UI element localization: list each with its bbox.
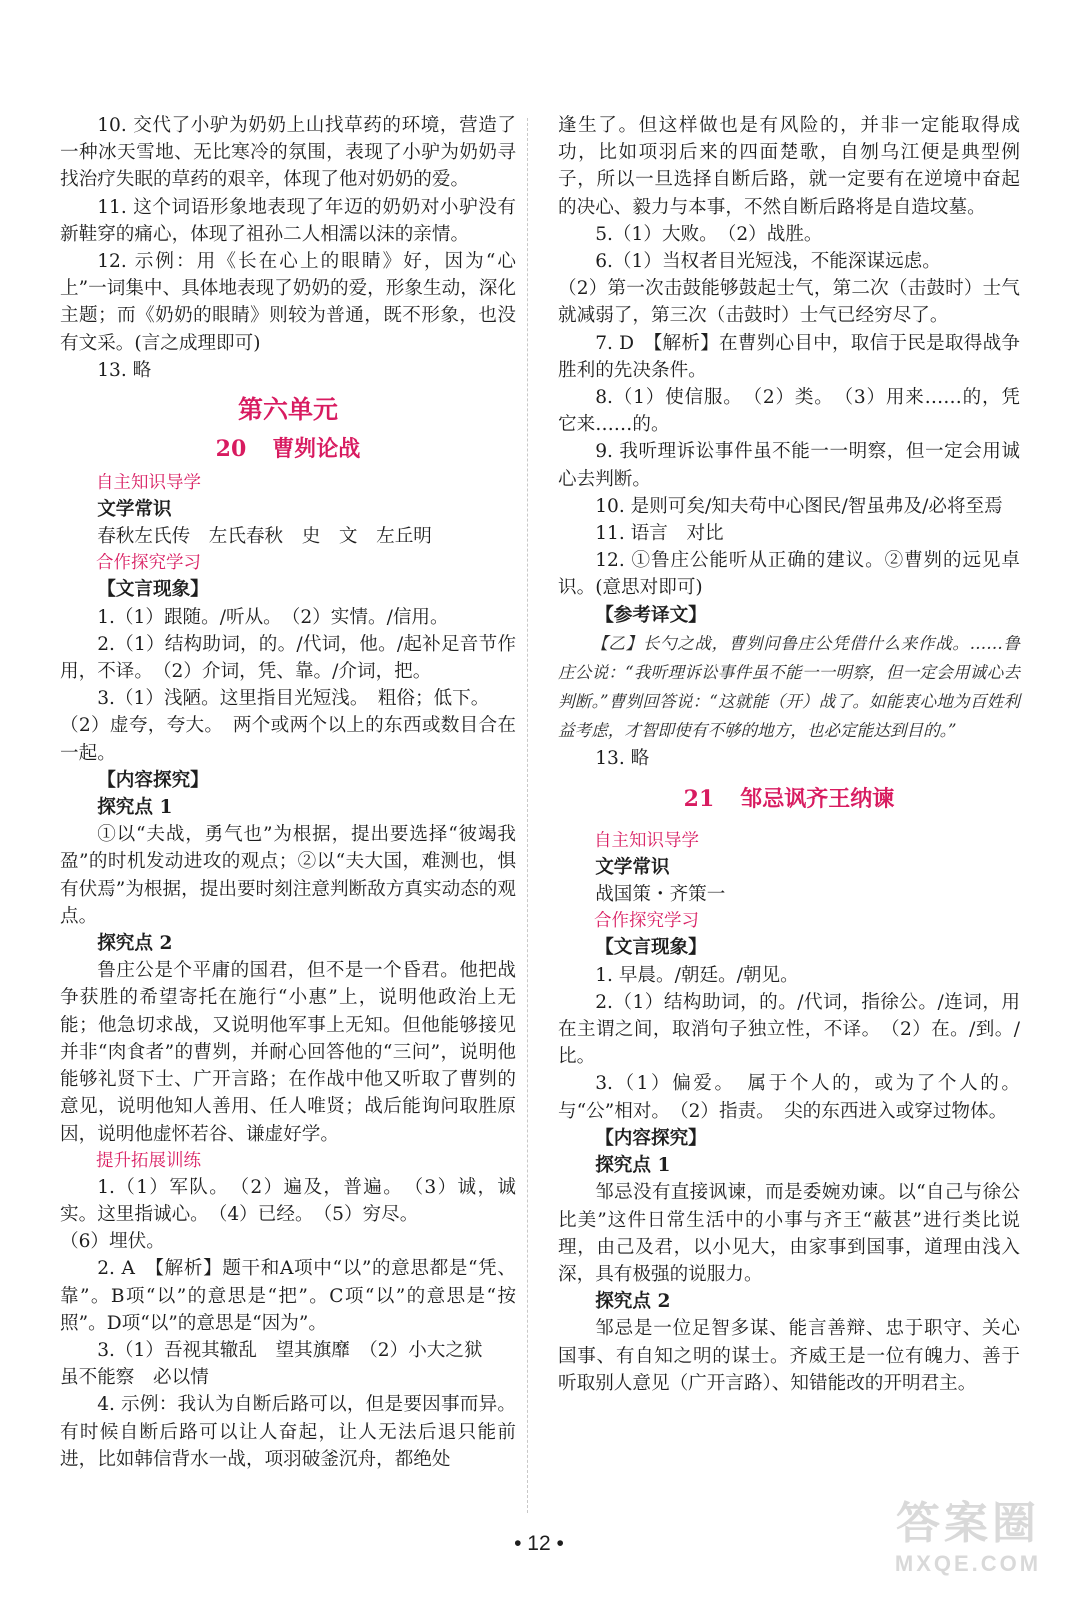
training-6-cont: （2）第一次击鼓能够鼓起士气，第二次（击鼓时）士气就减弱了，第三次（击鼓时）士气已经穷尽了。 — [558, 278, 1020, 327]
classical-item-2: 2.（1）结构助词，的。/代词，指徐公。/连词，用在主谓之间，取消句子独立性，不译。 （2）在。/到。/比。 — [558, 991, 1020, 1068]
lesson-name: 邹忌讽齐王纳谏 — [740, 786, 895, 813]
training-7: 7. D 【解析】在曹刿心目中，取信于民是取得战争胜利的先决条件。 — [558, 332, 1020, 381]
training-12: 12. ①鲁庄公能听从正确的建议。②曹刿的远见卓识。(意思对即可) — [558, 550, 1020, 599]
section-self-study: 自主知识导学 — [594, 831, 699, 852]
lesson-title-21 — [558, 780, 1020, 818]
training-4: 4. 示例：我认为自断后路可以，但是要因事而异。有时候自断后路可以让人奋起，让人无法后退只能前进，比如韩信背水一战，项羽破釜沉舟，都绝处 — [60, 1394, 516, 1470]
unit-title: 第六单元 — [237, 395, 338, 425]
classical-item-3: 3.（1）浅陋。这里指目光短浅。 粗俗；低下。 — [97, 688, 490, 710]
lesson-number: 20 — [215, 436, 247, 463]
training-2: 2. A 【解析】题干和A项中“以”的意思都是“凭、靠”。B项“以”的意思是“把”。C项“以”的意思是“按照”。D项“以”的意思是“因为”。 — [60, 1258, 516, 1334]
point-1-text: ①以“夫战，勇气也”为根据，提出要选择“彼竭我盈”的时机发动进攻的观点；②以“夫大国，难测也，惧有伏焉”为根据，提出要时刻注意判断敌方真实动态的观点。 — [60, 824, 516, 927]
watermark-logo — [868, 1498, 1068, 1594]
point-2-text: 鲁庄公是个平庸的国君，但不是一个昏君。他把战争获胜的希望寄托在施行“小惠”上，说明他政治上无能；他急切求战，又说明他军事上无知。但他能够接见并非“肉食者”的曹刿，并耐心回答他的“三问”，说明他能够礼贤下士、广开言路；在作战中他又听取了曹刿的意见，说明他知人善用、任人唯贤；战后能询问取胜原因，说明他虚怀若谷、谦虚好学。 — [60, 960, 516, 1145]
classical-label: 【文言现象】 — [97, 579, 209, 601]
lesson-title-20 — [60, 430, 516, 468]
training-1: 1.（1）军队。 （2）遍及，普遍。 （3）诚，诚实。这里指诚心。 （4）已经。 （5）穷尽。 — [60, 1176, 516, 1225]
column-divider — [527, 118, 528, 1513]
classical-item-3: 3.（1）偏爱。 属于个人的，或为了个人的。与“公”相对。 （2）指责。 尖的东西进入或穿过物体。 — [558, 1073, 1020, 1122]
section-self-study: 自主知识导学 — [96, 473, 201, 494]
reference-translation-text: 【乙】长勺之战，曹刿问鲁庄公凭借什么来作战。……鲁庄公说：“我听理诉讼事件虽不能一一明察，但一定会用诚心去判断。”曹刿回答说：“这就能（开）战了。如能衷心地为百姓利益考虑，才智即使有不够的地方，也必定能达到目的。” — [558, 633, 1020, 740]
literary-common-label: 文学常识 — [97, 499, 172, 521]
point-1-label: 探究点 1 — [97, 797, 173, 819]
point-2-label: 探究点 2 — [97, 933, 173, 955]
literary-common-text: 战国策・齐策一 — [595, 884, 726, 906]
content-label: 【内容探究】 — [595, 1127, 707, 1149]
training-13: 13. 略 — [595, 747, 650, 769]
training-9: 9. 我听理诉讼事件虽不能一一明察，但一定会用诚心去判断。 — [558, 441, 1020, 490]
training-6: 6.（1）当权者目光短浅，不能深谋远虑。 — [595, 251, 941, 273]
lesson-name: 曹刿论战 — [272, 436, 361, 463]
training-3: 3.（1）吾视其辙乱 望其旗靡 （2）小大之狱 — [97, 1339, 483, 1361]
section-cooperative: 合作探究学习 — [96, 553, 201, 574]
watermark-top: 答案圈 — [896, 1499, 1040, 1548]
training-8: 8.（1）使信服。 （2）类。 （3）用来……的，凭它来……的。 — [558, 387, 1020, 436]
page-number: • 12 • — [514, 1532, 564, 1555]
answer-13: 13. 略 — [97, 359, 152, 381]
classical-item-1: 1.（1）跟随。/听从。 （2）实情。/信用。 — [97, 606, 449, 628]
literary-common-text: 春秋左氏传 左氏春秋 史 文 左丘明 — [97, 526, 432, 548]
training-4-cont: 逢生了。但这样做也是有风险的，并非一定能取得成功，比如项羽后来的四面楚歌，自刎乌江便是典型例子，所以一旦选择自断后路，就一定要有在逆境中奋起的决心、毅力与本事，不然自断后路将是自造坟墓。 — [558, 115, 1020, 218]
classical-item-1: 1. 早晨。/朝廷。/朝见。 — [595, 964, 799, 986]
classical-label: 【文言现象】 — [595, 937, 707, 959]
literary-common-label: 文学常识 — [595, 857, 670, 879]
answer-10: 10. 交代了小驴为奶奶上山找草药的环境，营造了一种冰天雪地、无比寒冷的氛围，表现了小驴为奶奶寻找治疗失眠的草药的艰辛，体现了他对奶奶的爱。 — [60, 115, 516, 191]
classical-item-3-cont: （2）虚夸，夸大。 两个或两个以上的东西或数目合在一起。 — [60, 715, 516, 764]
content-label: 【内容探究】 — [97, 769, 209, 791]
section-cooperative: 合作探究学习 — [594, 911, 699, 932]
lesson-number: 21 — [683, 786, 715, 813]
training-10: 10. 是则可矣/知夫苟中心图民/智虽弗及/必将至焉 — [595, 495, 1003, 517]
answer-12: 12. 示例：用《长在心上的眼睛》好，因为“心上”一词集中、具体地表现了奶奶的爱，形象生动，深化主题；而《奶奶的眼睛》则较为普通，既不形象，也没有文采。(言之成理即可) — [60, 251, 516, 354]
training-5: 5.（1）大败。 （2）战胜。 — [595, 223, 823, 245]
reference-translation-label: 【参考译文】 — [595, 604, 707, 626]
right-column — [558, 112, 1020, 1397]
section-training: 提升拓展训练 — [96, 1150, 201, 1171]
answer-11: 11. 这个词语形象地表现了年迈的奶奶对小驴没有新鞋穿的痛心，体现了祖孙二人相濡以沫的亲情。 — [60, 196, 516, 245]
point-2-label: 探究点 2 — [595, 1291, 671, 1313]
training-1-cont: （6）埋伏。 — [60, 1231, 165, 1253]
left-column — [60, 112, 516, 1473]
point-2-text: 邹忌是一位足智多谋、能言善辩、忠于职守、关心国事、有自知之明的谋士。齐威王是一位有魄力、善于听取别人意见（广开言路）、知错能改的开明君主。 — [558, 1318, 1020, 1394]
point-1-label: 探究点 1 — [595, 1155, 671, 1177]
watermark-bottom: MXQE.COM — [894, 1551, 1042, 1576]
classical-item-2: 2.（1）结构助词，的。/代词，他。/起补足音节作用，不译。 （2）介词，凭、靠。/介词，把。 — [60, 633, 516, 683]
point-1-text: 邹忌没有直接讽谏，而是委婉劝谏。以“自己与徐公比美”这件日常生活中的小事与齐王“蔽甚”进行类比说理，由己及君，以小见大，由家事到国事，道理由浅入深，具有极强的说服力。 — [558, 1182, 1020, 1285]
training-3-cont: 虽不能察 必以情 — [60, 1367, 209, 1389]
training-11: 11. 语言 对比 — [595, 523, 724, 545]
